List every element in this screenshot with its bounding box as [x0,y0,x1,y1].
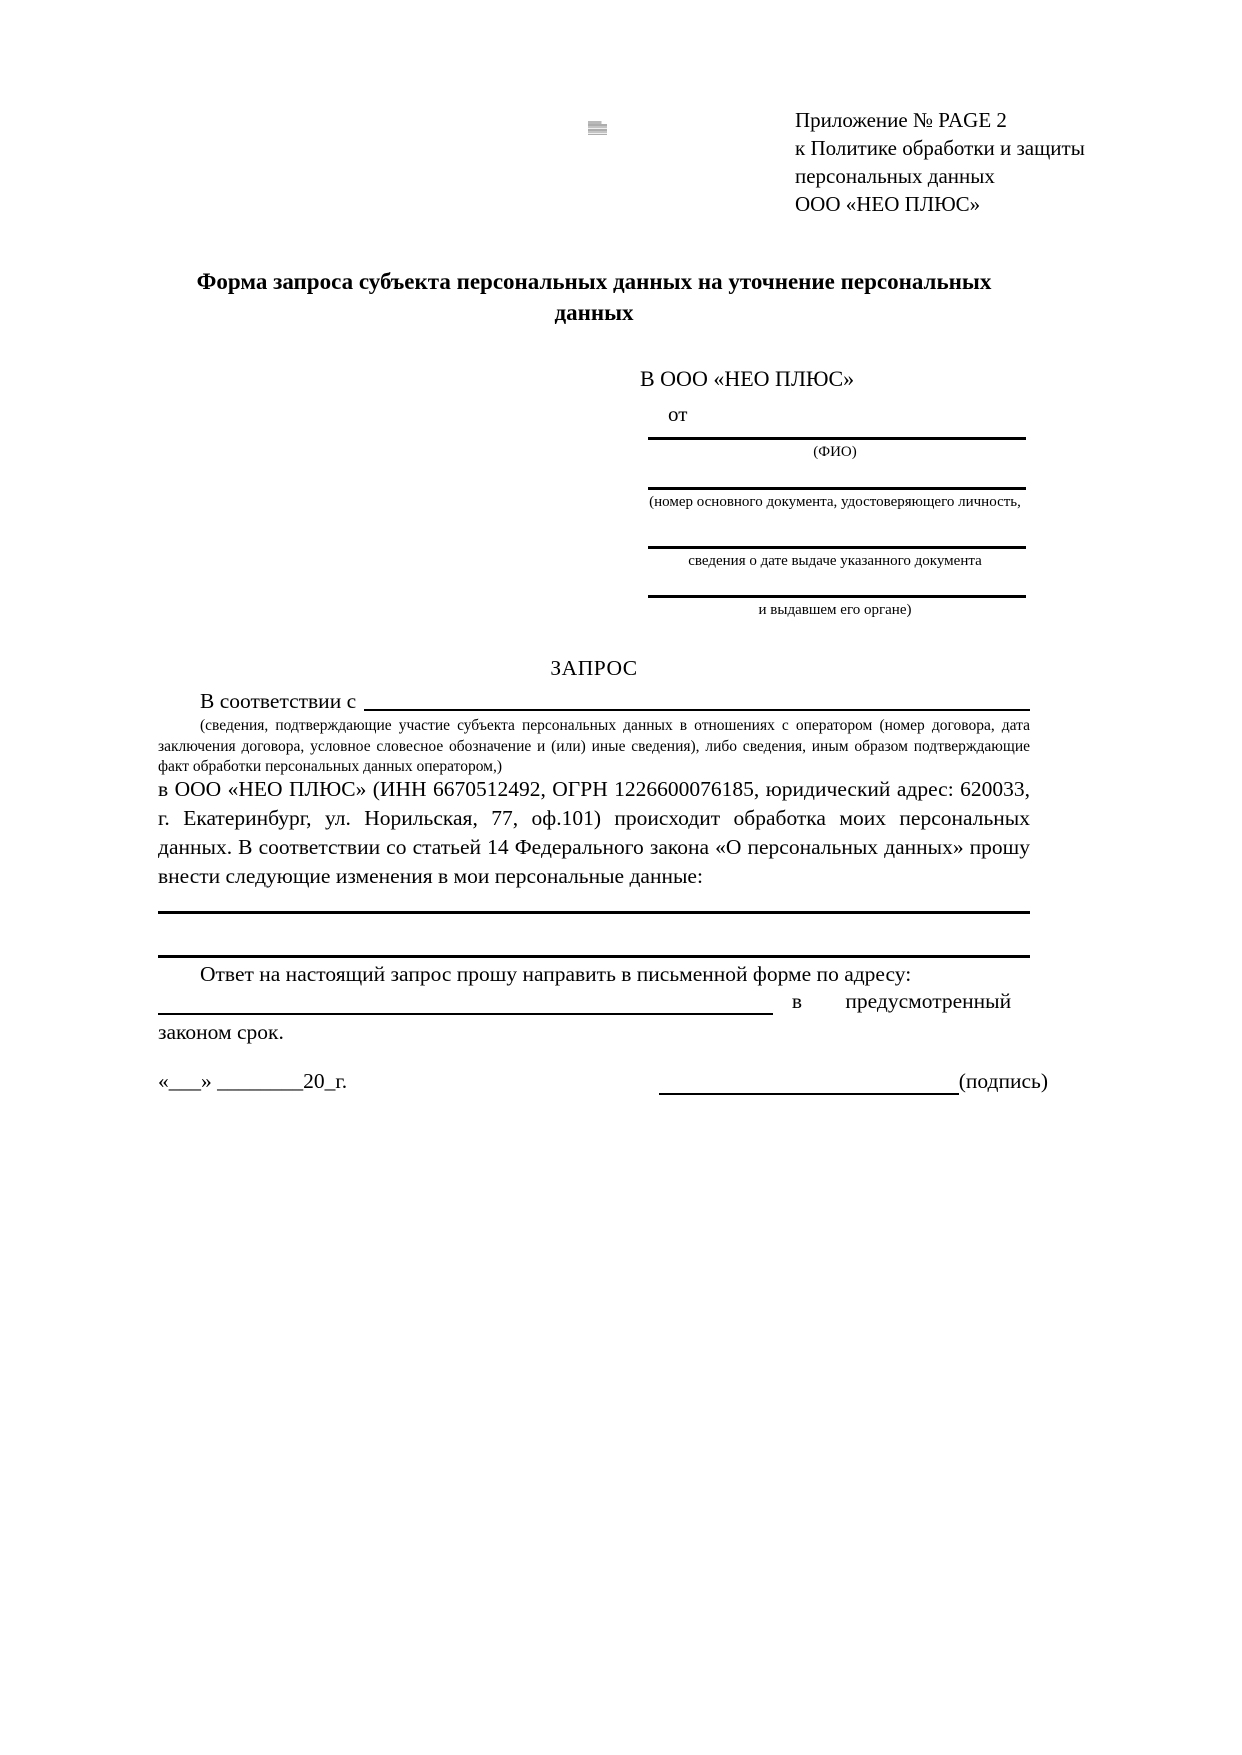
header-line-appendix: Приложение № PAGE 2 [795,108,1007,132]
header-block [795,106,1085,218]
address-input-line[interactable] [158,991,773,1015]
reply-end-text: законом срок. [158,1020,284,1044]
date-input-line[interactable]: «___» ________20_г. [158,1069,348,1093]
request-body: в ООО «НЕО ПЛЮС» (ИНН 6670512492, ОГРН 1226600076185, юридический адрес: 620033, г. Екатеринбург, ул. Норильская, 77, оф.101) происходит обработка моих персональных данных. В соответствии со статьей 14 Федерального закона «О персональных данных» прошу внести следующие изменения в мои персональные данные: [158,777,1030,888]
field-shading-icon [588,121,607,135]
fio-input-line[interactable] [648,437,1026,440]
issuing-authority-caption: и выдавшем его органе) [758,602,912,618]
from-label: от [668,402,688,426]
header-line-policy: к Политике обработки и защиты [795,136,1085,160]
issuing-authority-input-line[interactable] [648,595,1026,598]
issue-date-input-line[interactable] [648,546,1026,549]
header-line-personal-data: персональных данных [795,164,995,188]
basis-footnote: (сведения, подтверждающие участие субъекта персональных данных в отношениях с оператором (номер договора, дата заключения договора, условное словесное обозначение и (или) иные сведения), либо сведения, иным образом подтверждающие факт обработки персональных данных оператором,) [158,717,1030,775]
basis-input-line[interactable] [364,689,1030,711]
signature-input-line[interactable] [659,1071,959,1095]
issue-date-caption: сведения о дате выдаче указанного документа [688,553,982,569]
request-heading: ЗАПРОС [550,656,638,680]
signature-caption: (подпись) [958,1069,1048,1093]
signature-row [158,1068,1048,1095]
header-line-company: ООО «НЕО ПЛЮС» [795,192,981,216]
reply-request-text: Ответ на настоящий запрос прошу направить в письменной форме по адресу: [200,962,912,986]
fio-caption: (ФИО) [813,444,857,460]
page-title: Форма запроса субъекта персональных данных на уточнение персональных данных [196,269,992,325]
basis-row [158,688,1030,715]
addressee-company: В ООО «НЕО ПЛЮС» [640,366,855,391]
document-number-input-line[interactable] [648,487,1026,490]
reply-tail-text: в предусмотренный [791,989,1012,1013]
signature-group [659,1068,1048,1095]
changes-input-line-1[interactable] [158,911,1030,914]
basis-prefix: В соответствии с [200,689,357,713]
changes-input-line-2[interactable] [158,955,1030,958]
document-number-caption: (номер основного документа, удостоверяющего личность, [649,494,1021,510]
reply-address-row [158,988,1030,1015]
